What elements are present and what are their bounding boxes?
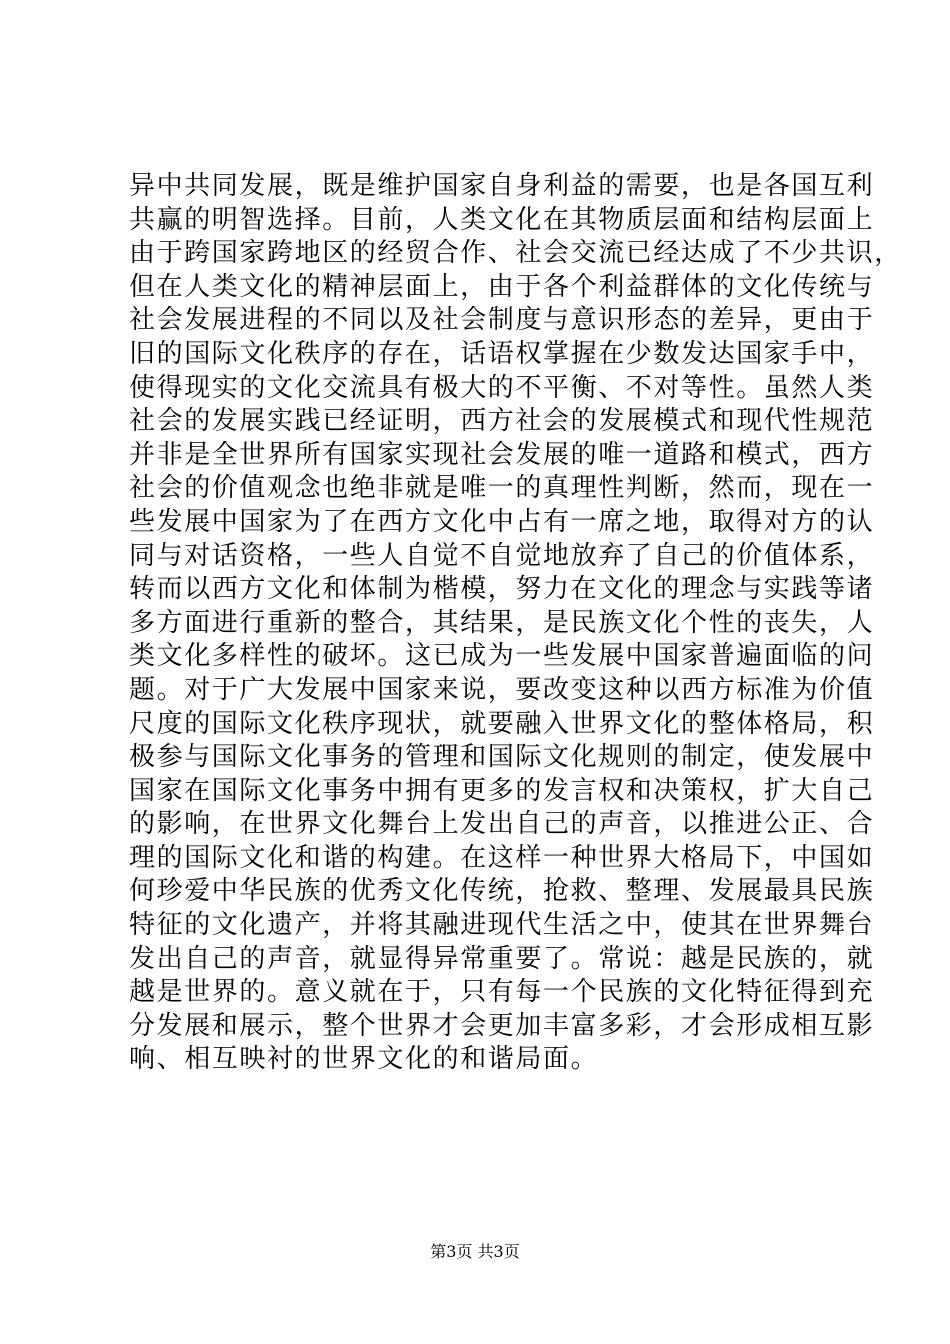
text-line: 发出自己的声音，就显得异常重要了。常说：越是民族的，就 — [129, 943, 875, 974]
text-line: 何珍爱中华民族的优秀文化传统，抢救、整理、发展最具民族 — [129, 876, 875, 907]
text-line: 多方面进行重新的整合，其结果，是民族文化个性的丧失，人 — [129, 607, 875, 638]
text-line: 使得现实的文化交流具有极大的不平衡、不对等性。虽然人类 — [129, 372, 875, 403]
text-line: 异中共同发展，既是维护国家自身利益的需要，也是各国互利 — [129, 171, 875, 201]
text-line: 分发展和展示，整个世界才会更加丰富多彩，才会形成相互影 — [129, 1010, 875, 1041]
text-line: 同与对话资格，一些人自觉不自觉地放弃了自己的价值体系， — [129, 540, 875, 571]
text-line: 理的国际文化和谐的构建。在这样一种世界大格局下，中国如 — [129, 842, 875, 873]
page-footer: 第3页 共3页 — [430, 1242, 520, 1261]
text-line: 旧的国际文化秩序的存在，话语权掌握在少数发达国家手中， — [129, 338, 875, 369]
text-line: 越是世界的。意义就在于，只有每一个民族的文化特征得到充 — [129, 977, 875, 1008]
text-line: 的影响，在世界文化舞台上发出自己的声音，以推进公正、合 — [129, 809, 875, 840]
text-line: 特征的文化遗产，并将其融进现代生活之中，使其在世界舞台 — [129, 910, 875, 941]
text-line: 尺度的国际文化秩序现状，就要融入世界文化的整体格局，积 — [129, 708, 875, 739]
text-line: 题。对于广大发展中国家来说，要改变这种以西方标准为价值 — [129, 674, 875, 705]
text-line: 类文化多样性的破坏。这已成为一些发展中国家普遍面临的问 — [129, 641, 875, 672]
text-line: 极参与国际文化事务的管理和国际文化规则的制定，使发展中 — [129, 742, 875, 773]
text-line: 并非是全世界所有国家实现社会发展的唯一道路和模式，西方 — [129, 439, 875, 470]
text-line: 些发展中国家为了在西方文化中占有一席之地，取得对方的认 — [129, 506, 875, 537]
text-line: 共赢的明智选择。目前，人类文化在其物质层面和结构层面上 — [129, 204, 875, 235]
text-line: 社会的价值观念也绝非就是唯一的真理性判断，然而，现在一 — [129, 473, 875, 504]
body-paragraph — [129, 170, 902, 1077]
text-line: 社会发展进程的不同以及社会制度与意识形态的差异，更由于 — [129, 305, 875, 336]
text-line: 国家在国际文化事务中拥有更多的发言权和决策权，扩大自己 — [129, 775, 875, 806]
text-line: 但在人类文化的精神层面上，由于各个利益群体的文化传统与 — [129, 271, 875, 302]
text-line: 转而以西方文化和体制为楷模，努力在文化的理念与实践等诸 — [129, 574, 875, 605]
text-line: 响、相互映衬的世界文化的和谐局面。 — [129, 1044, 599, 1075]
text-line: 社会的发展实践已经证明，西方社会的发展模式和现代性规范 — [129, 406, 875, 437]
text-line: 由于跨国家跨地区的经贸合作、社会交流已经达成了不少共识， — [129, 238, 902, 269]
